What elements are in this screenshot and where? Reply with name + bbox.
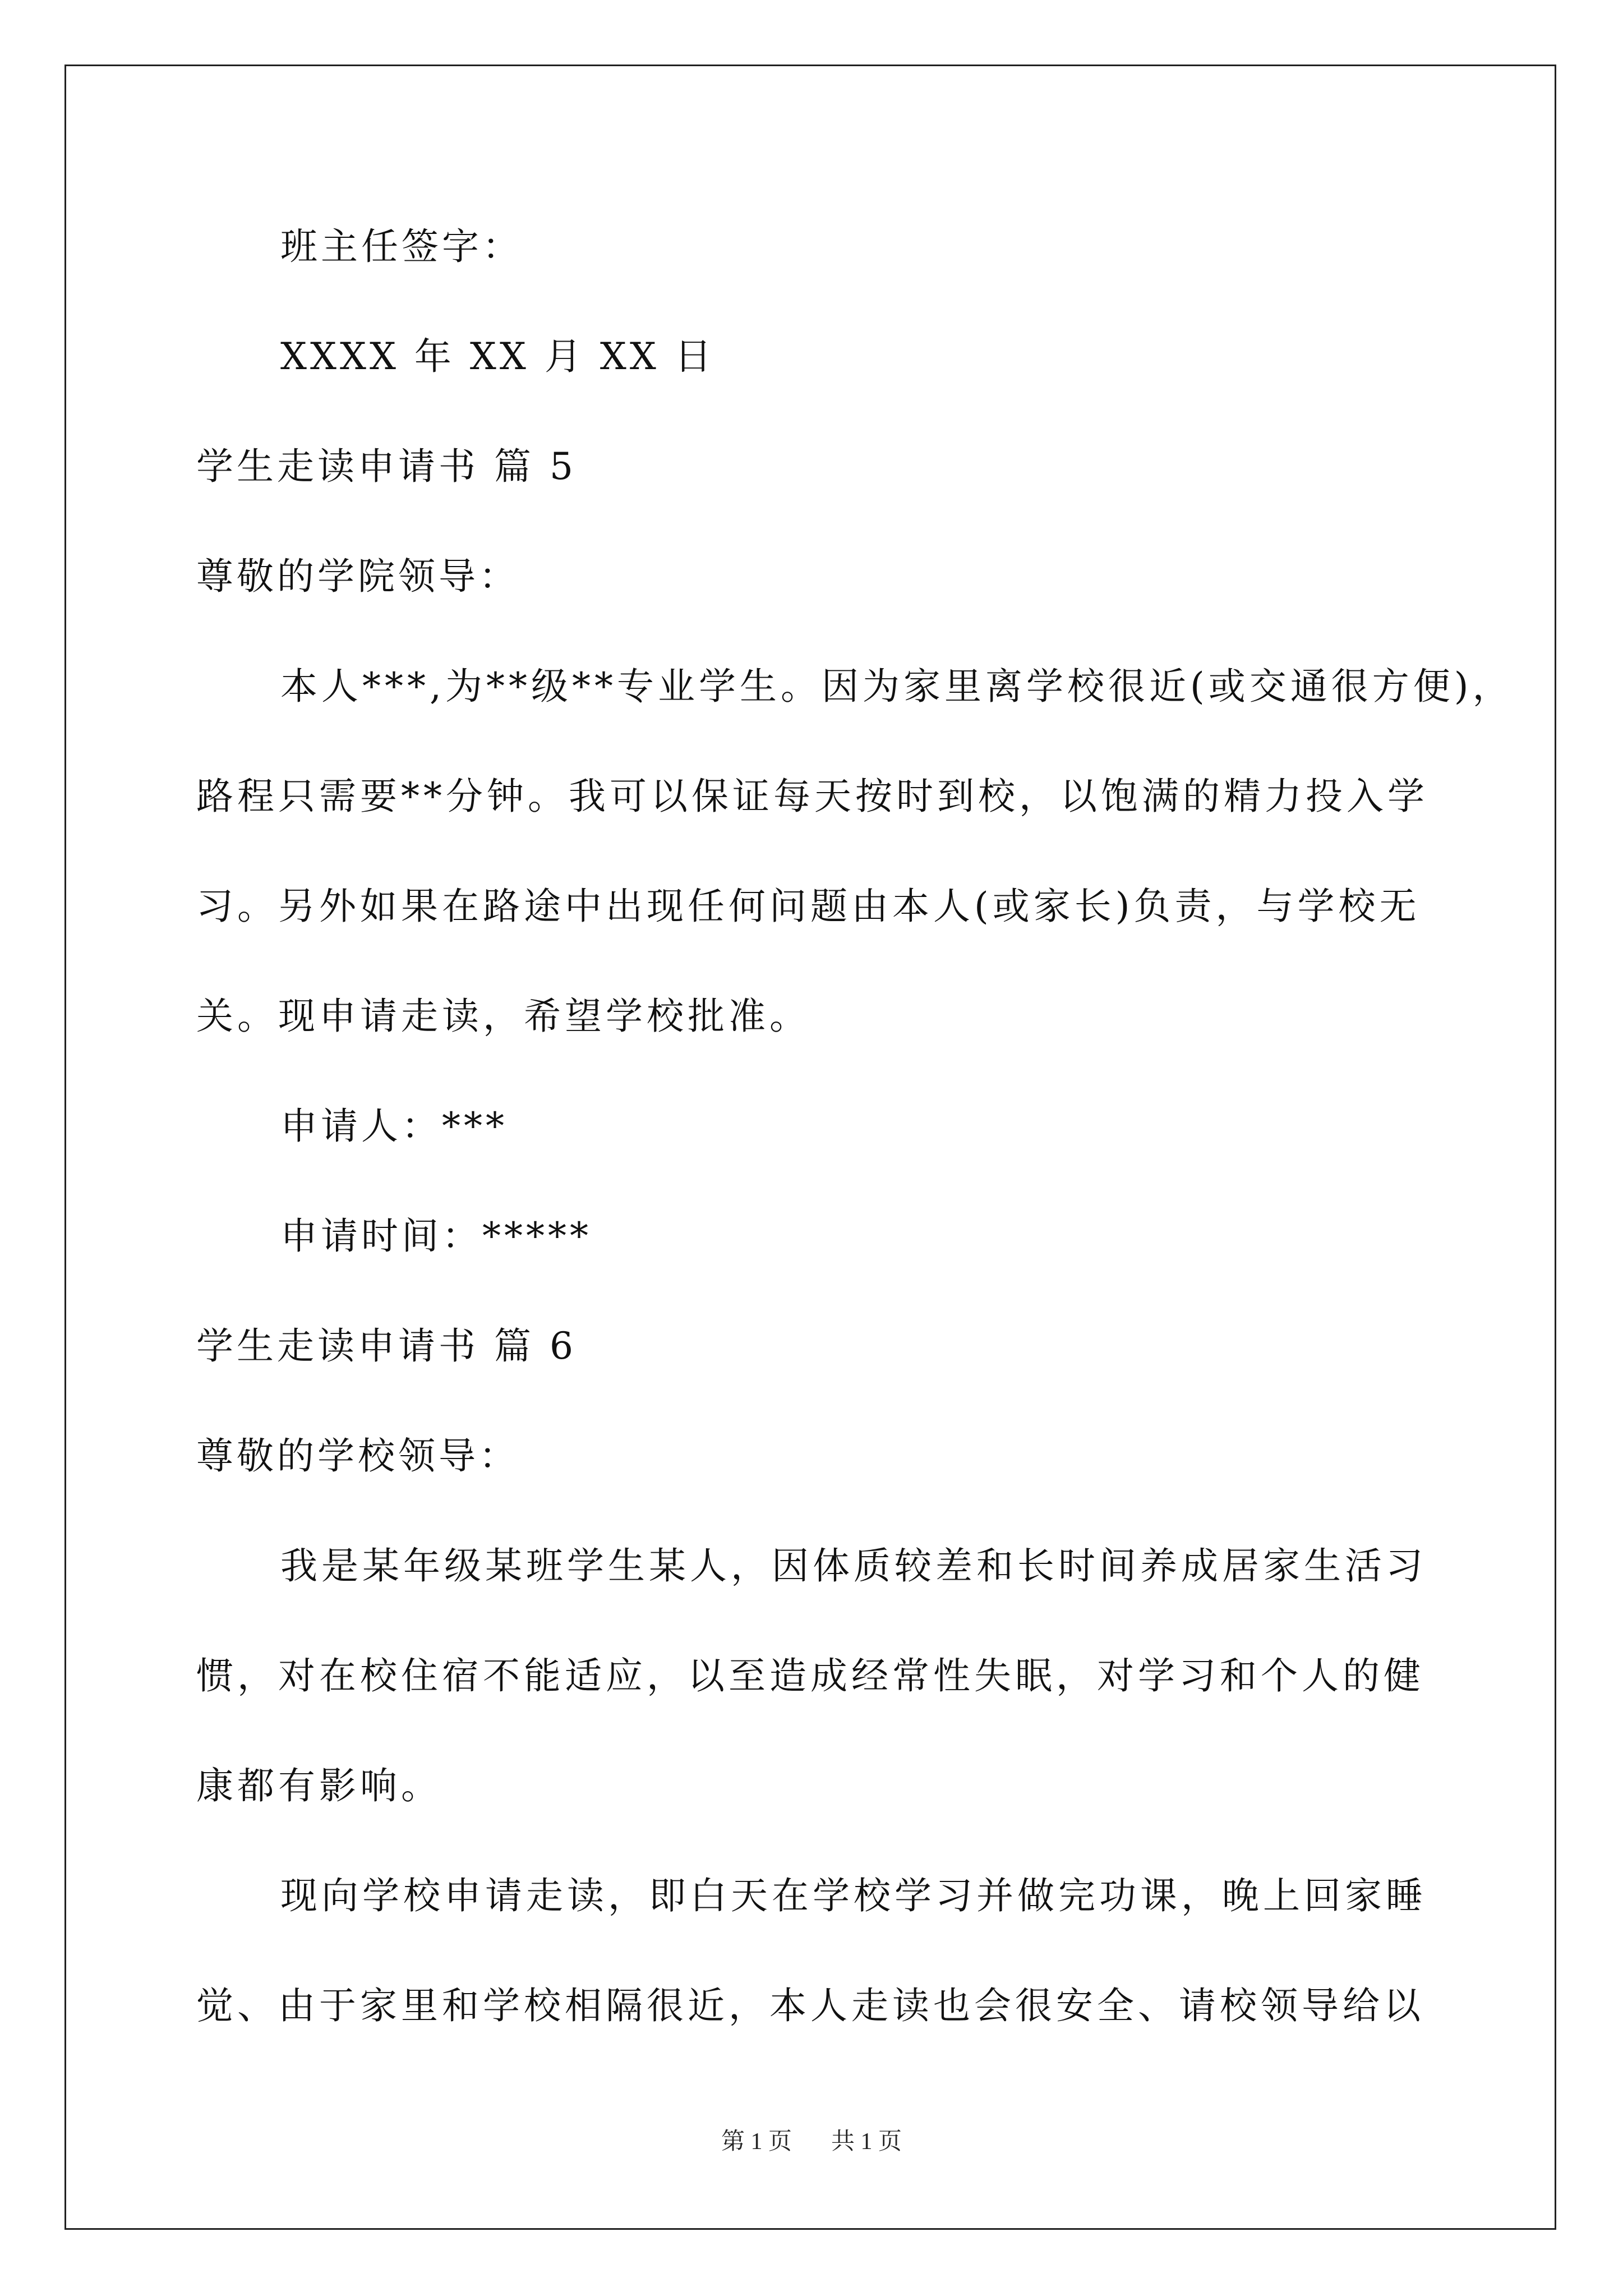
page-number-current: 第 1 页 [721, 2129, 792, 2155]
body-6a-line-1: 我是某年级某班学生某人，因体质较差和长时间养成居家生活习 [280, 1544, 1427, 1588]
body-6a-line-3: 康都有影响。 [196, 1764, 442, 1807]
body-5-line-4: 关。现申请走读，希望学校批准。 [196, 995, 810, 1038]
page-number-total: 共 1 页 [831, 2129, 902, 2155]
apply-time-5: 申请时间：***** [280, 1214, 592, 1258]
body-paragraph-5 [196, 659, 1514, 1045]
body-paragraph-6b [196, 1868, 1436, 2034]
salutation-6: 尊敬的学校领导： [196, 1434, 519, 1478]
body-6b-line-2: 觉、由于家里和学校相隔很近，本人走读也会很安全、请校领导给以 [196, 1984, 1424, 2027]
document-body [196, 219, 1514, 2034]
signature-label: 班主任签字： [280, 225, 523, 268]
page-footer [0, 2125, 1623, 2159]
body-6b-line-1: 现向学校申请走读，即白天在学校学习并做完功课，晚上回家睡 [280, 1874, 1427, 1917]
section-heading-5: 学生走读申请书 篇 5 [196, 445, 577, 488]
body-5-line-3: 习。另外如果在路途中出现任何问题由本人(或家长)负责，与学校无 [196, 885, 1421, 928]
body-5-line-2: 路程只需要**分钟。我可以保证每天按时到校，以饱满的精力投入学 [196, 775, 1428, 818]
salutation-5: 尊敬的学院领导： [196, 555, 519, 598]
section-heading-6: 学生走读申请书 篇 6 [196, 1324, 577, 1368]
body-paragraph-6a [196, 1538, 1436, 1814]
date-placeholder: XXXX 年 XX 月 XX 日 [280, 335, 715, 378]
body-6a-line-2: 惯，对在校住宿不能适应，以至造成经常性失眠，对学习和个人的健 [196, 1654, 1424, 1697]
applicant-5: 申请人：*** [280, 1105, 508, 1148]
body-5-line-1: 本人***,为**级**专业学生。因为家里离学校很近(或交通很方便)， [280, 665, 1514, 708]
